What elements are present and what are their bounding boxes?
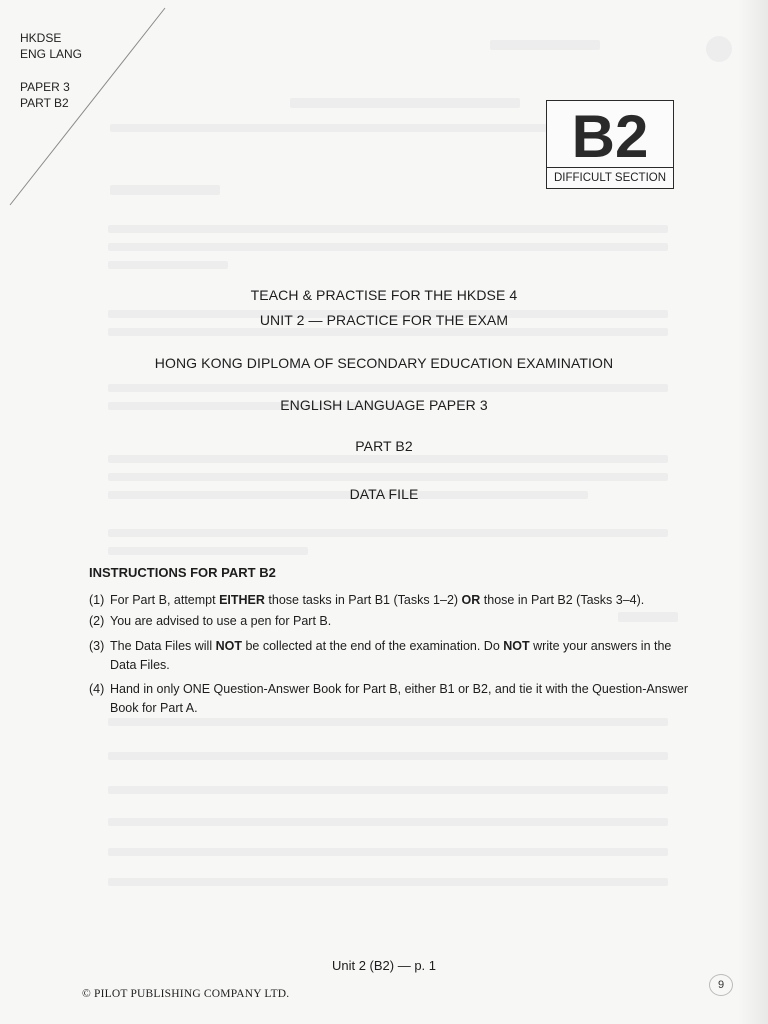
series-title: TEACH & PRACTISE FOR THE HKDSE 4 — [250, 287, 518, 303]
page-edge-shadow — [738, 0, 768, 1024]
paper-title: ENGLISH LANGUAGE PAPER 3 — [280, 397, 488, 413]
publisher-credit: © PILOT PUBLISHING COMPANY LTD. — [82, 988, 290, 1000]
section-badge — [546, 100, 674, 189]
instructions-heading: INSTRUCTIONS FOR PART B2 — [89, 565, 276, 580]
instruction-number: (4) — [89, 682, 105, 696]
instruction-item — [89, 637, 689, 675]
instruction-number: (3) — [89, 639, 105, 653]
section-code: B2 — [571, 103, 649, 170]
page-footer-unit: Unit 2 (B2) — p. 1 — [331, 958, 437, 973]
unit-title: UNIT 2 — PRACTICE FOR THE EXAM — [259, 312, 509, 328]
data-file-title: DATA FILE — [349, 486, 419, 502]
part-title: PART B2 — [355, 438, 413, 454]
instruction-item — [89, 612, 689, 631]
exam-title: HONG KONG DIPLOMA OF SECONDARY EDUCATION EXAMINATION — [154, 355, 614, 371]
instruction-text: The Data Files will NOT be collected at the end of the examination. Do NOT write your answers in the Data Files. — [110, 639, 672, 672]
instruction-number: (2) — [89, 614, 105, 628]
corner-paper: PAPER 3 — [20, 80, 70, 94]
instruction-text: Hand in only ONE Question-Answer Book for Part B, either B1 or B2, and tie it with the Question-Answer Book for Part A. — [110, 682, 689, 715]
corner-exam: HKDSE — [20, 31, 62, 45]
section-difficulty-label: DIFFICULT SECTION — [547, 167, 673, 188]
page-number: 9 — [709, 974, 733, 996]
instruction-text: You are advised to use a pen for Part B. — [110, 614, 332, 628]
instruction-item — [89, 680, 689, 718]
instruction-text: For Part B, attempt EITHER those tasks in Part B1 (Tasks 1–2) OR those in Part B2 (Tasks 3–4). — [110, 593, 645, 607]
instruction-item — [89, 591, 689, 610]
instruction-number: (1) — [89, 593, 105, 607]
corner-subject: ENG LANG — [20, 47, 83, 61]
corner-part: PART B2 — [20, 96, 69, 110]
